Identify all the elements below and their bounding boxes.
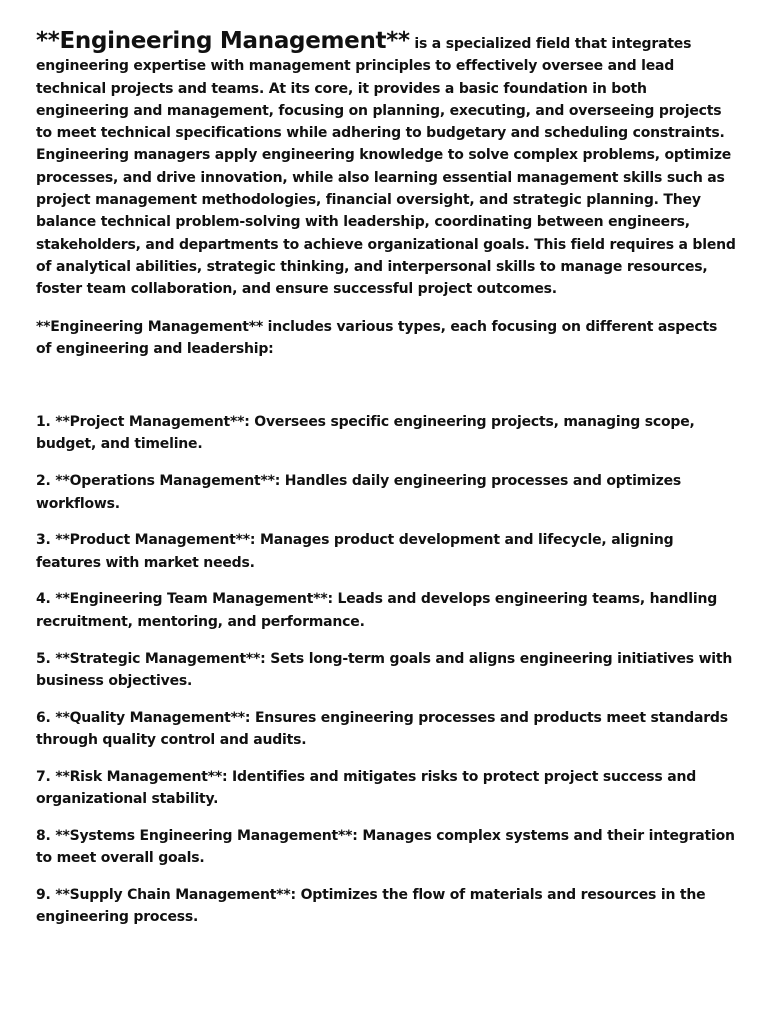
- intro-text: is a specialized field that integrates engineering expertise with management principles to effectively oversee and lead technical projects and teams. At its core, it provides a basic foundation in both engineering and management, focusing on planning, executing, and overseeing projects to meet technical specifications while adhering to budgetary and scheduling constraints. Engineering managers apply engineering knowledge to solve complex problems, optimize processes, and drive innovation, while also learning essential management skills such as project management methodologies, financial oversight, and strategic planning. They balance technical problem-solving with leadership, coordinating between engineers, stakeholders, and departments to achieve organizational goals. This field requires a blend of analytical abilities, strategic thinking, and interpersonal skills to manage resources, foster team collaboration, and ensure successful project outcomes.: [36, 36, 736, 298]
- list-item: 5. **Strategic Management**: Sets long-term goals and aligns engineering initiatives with business objectives.: [36, 650, 733, 689]
- intro-paragraph: [36, 30, 736, 301]
- list-item: 6. **Quality Management**: Ensures engineering processes and products meet standards through quality control and audits.: [36, 709, 728, 748]
- list-item: 3. **Product Management**: Manages product development and lifecycle, aligning features with market needs.: [36, 532, 674, 571]
- types-intro-paragraph: **Engineering Management** includes various types, each focusing on different aspects of engineering and leadership:: [36, 318, 718, 357]
- list-item: 9. **Supply Chain Management**: Optimizes the flow of materials and resources in the engineering process.: [36, 886, 706, 926]
- list-item: 2. **Operations Management**: Handles daily engineering processes and optimizes workflows.: [36, 473, 682, 512]
- types-list: [36, 411, 736, 928]
- list-item: 1. **Project Management**: Oversees specific engineering projects, managing scope, budget, and timeline.: [36, 414, 695, 453]
- document-page: [36, 30, 736, 943]
- intro-title: **Engineering Management**: [36, 28, 410, 54]
- list-item: 7. **Risk Management**: Identifies and mitigates risks to protect project success and organizational stability.: [36, 768, 697, 808]
- list-item: 4. **Engineering Team Management**: Leads and develops engineering teams, handling recruitment, mentoring, and performance.: [36, 591, 718, 630]
- list-item: 8. **Systems Engineering Management**: Manages complex systems and their integration to meet overall goals.: [36, 827, 735, 867]
